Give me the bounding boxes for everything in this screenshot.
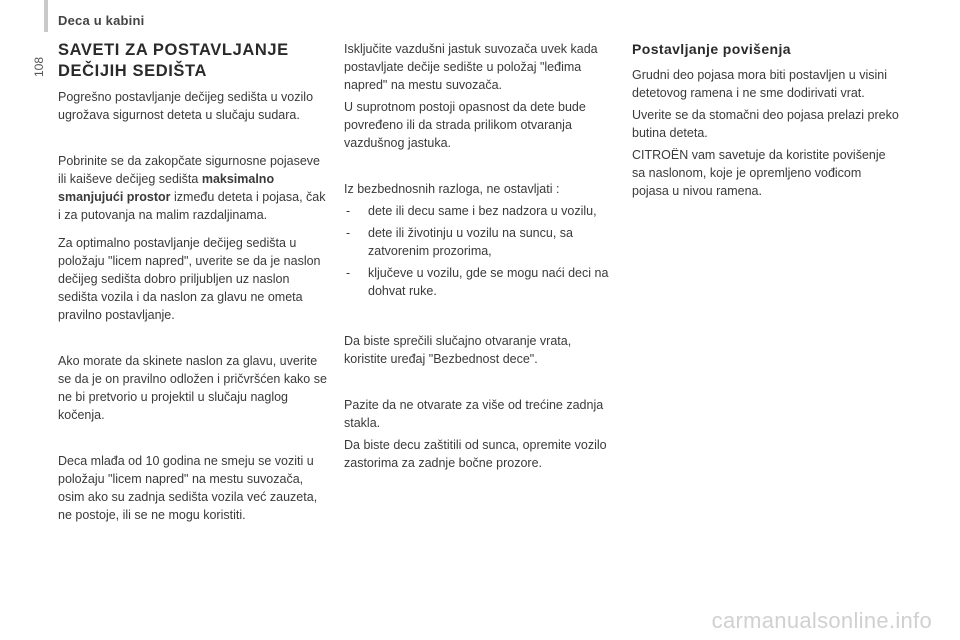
paragraph-children-under-10: Deca mlađa od 10 godina ne smeju se voziti u položaju "licem napred" na mestu suvozača, osim ako su zadnja sedišta vozila već zauzeta, ne postoje, ili se ne mogu koristiti.	[58, 454, 318, 522]
text-fasten-belts-start: Pobrinite se da zakopčate sigurnosne pojaseve ili kaiševe dečijeg sedišta	[58, 154, 320, 186]
watermark: carmanualsonline.info	[711, 608, 932, 633]
safety-list	[344, 202, 616, 300]
paragraph-lap-belt: Uverite se da stomačni deo pojasa prelazi preko butina deteta.	[632, 108, 899, 140]
column-middle	[344, 40, 616, 472]
list-item: - dete ili decu same i bez nadzora u vozilu,	[344, 202, 616, 220]
text-fasten-belts-end: između deteta i pojasa, čak i za putovanja na malim razdaljinama.	[58, 190, 326, 222]
paragraph-child-lock: Da biste sprečili slučajno otvaranje vrata, koristite uređaj "Bezbednost dece".	[344, 334, 572, 366]
paragraph-airbag-off: Isključite vazdušni jastuk suvozača uvek kada postavljate dečije sedište u položaj "leđima napred" na mestu suvozača.	[344, 42, 598, 92]
paragraph-headrest: Ako morate da skinete naslon za glavu, uverite se da je on pravilno odložen i pričvršćen kako se ne bi pretvorio u projektil u slučaju naglog kočenja.	[58, 354, 327, 422]
subsection-title: Postavljanje povišenja	[632, 41, 791, 57]
list-item: - ključeve u vozilu, gde se mogu naći deci na dohvat ruke.	[344, 264, 616, 300]
paragraph-airbag-danger: U suprotnom postoji opasnost da dete bude povređeno ili da strada prilikom otvaranja vazdušnog jastuka.	[344, 100, 586, 150]
paragraph-fasten-belts	[58, 152, 330, 224]
list-item: - dete ili životinju u vozilu na suncu, sa zatvorenim prozorima,	[344, 224, 616, 260]
main-title: SAVETI ZA POSTAVLJANJE DEČIJIH SEDIŠTA	[58, 41, 289, 80]
column-right	[632, 40, 900, 200]
paragraph-sun-blinds: Da biste decu zaštitili od sunca, opremite vozilo zastorima za zadnje bočne prozore.	[344, 438, 607, 470]
text-fasten-belts-bold: maksimalno smanjujući prostor	[58, 172, 275, 204]
paragraph-safety-reasons: Iz bezbednosnih razloga, ne ostavljati :	[344, 182, 560, 196]
page-number: 108	[32, 56, 46, 78]
paragraph-forward-facing: Za optimalno postavljanje dečijeg sedišta u položaju "licem napred", uverite se da je naslon dečijeg sedišta dobro priljubljen uz naslon sedišta vozila i da naslon za glavu ne ometa pravilno postavljanje.	[58, 236, 321, 322]
paragraph-wrong-installation: Pogrešno postavljanje dečijeg sedišta u vozilo ugrožava sigurnost deteta u slučaju sudara.	[58, 90, 314, 122]
paragraph-citroen-advice: CITROËN vam savetuje da koristite povišenje sa naslonom, koje je opremljeno vođicom pojasa u nivou ramena.	[632, 148, 886, 198]
column-left	[58, 40, 330, 524]
section-header: Deca u kabini	[58, 13, 145, 28]
paragraph-rear-windows: Pazite da ne otvarate za više od trećine zadnja stakla.	[344, 398, 604, 430]
header-accent-bar	[44, 0, 48, 32]
paragraph-chest-belt: Grudni deo pojasa mora biti postavljen u visini detetovog ramena i ne sme dodirivati vrat.	[632, 68, 887, 100]
